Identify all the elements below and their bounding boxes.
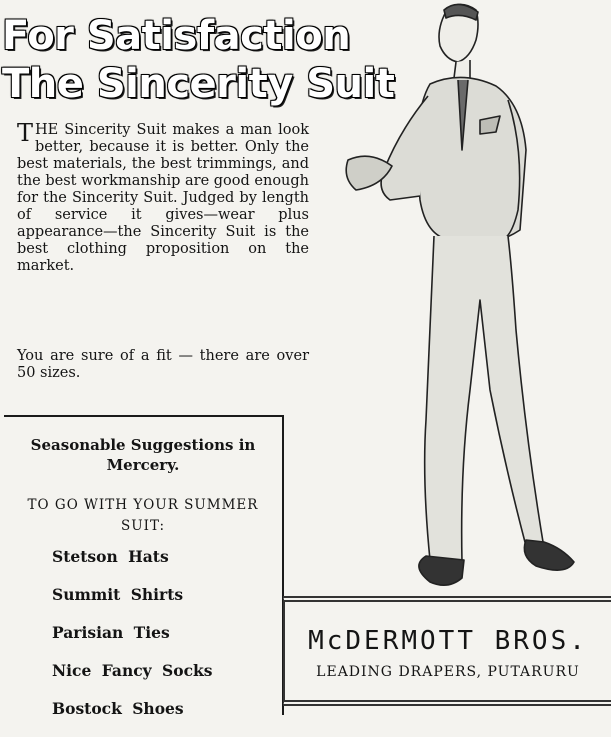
mercery-item: Nice Fancy Socks bbox=[52, 661, 213, 680]
headline-line-1: For Satisfaction bbox=[2, 13, 351, 59]
body-text: HE Sincerity Suit makes a man look better, because it is better. Only the best materials, the best trimmings, and the best workmanship are good enough for the Sincerity Suit. Judged by length of service it gives—wear plus appearance—the Sincerity Suit is the best clothing proposition on the market. bbox=[17, 122, 310, 274]
mercery-list bbox=[52, 547, 213, 737]
mercery-item: Summit Shirts bbox=[52, 585, 184, 604]
store-banner bbox=[283, 596, 611, 706]
headline-line-2: The Sincerity Suit bbox=[2, 61, 395, 107]
store-tagline: LEADING DRAPERS, PUTARURU bbox=[316, 664, 580, 680]
fit-note: You are sure of a fit — there are over 50 sizes. bbox=[17, 348, 309, 381]
mercery-item: Parisian Ties bbox=[52, 623, 170, 642]
mercery-heading: Seasonable Suggestions in Mercery. bbox=[30, 436, 256, 474]
body-paragraph bbox=[17, 119, 310, 275]
mercery-subheading: TO GO WITH YOUR SUMMER SUIT: bbox=[27, 497, 259, 534]
store-name: McDERMOTT BROS. bbox=[308, 626, 588, 656]
mercery-item: Stetson Hats bbox=[52, 547, 169, 566]
man-in-suit-illustration bbox=[330, 0, 611, 600]
drop-cap: T bbox=[17, 119, 34, 147]
mercery-box bbox=[4, 415, 284, 718]
mercery-item: Bostock Shoes bbox=[52, 699, 184, 718]
